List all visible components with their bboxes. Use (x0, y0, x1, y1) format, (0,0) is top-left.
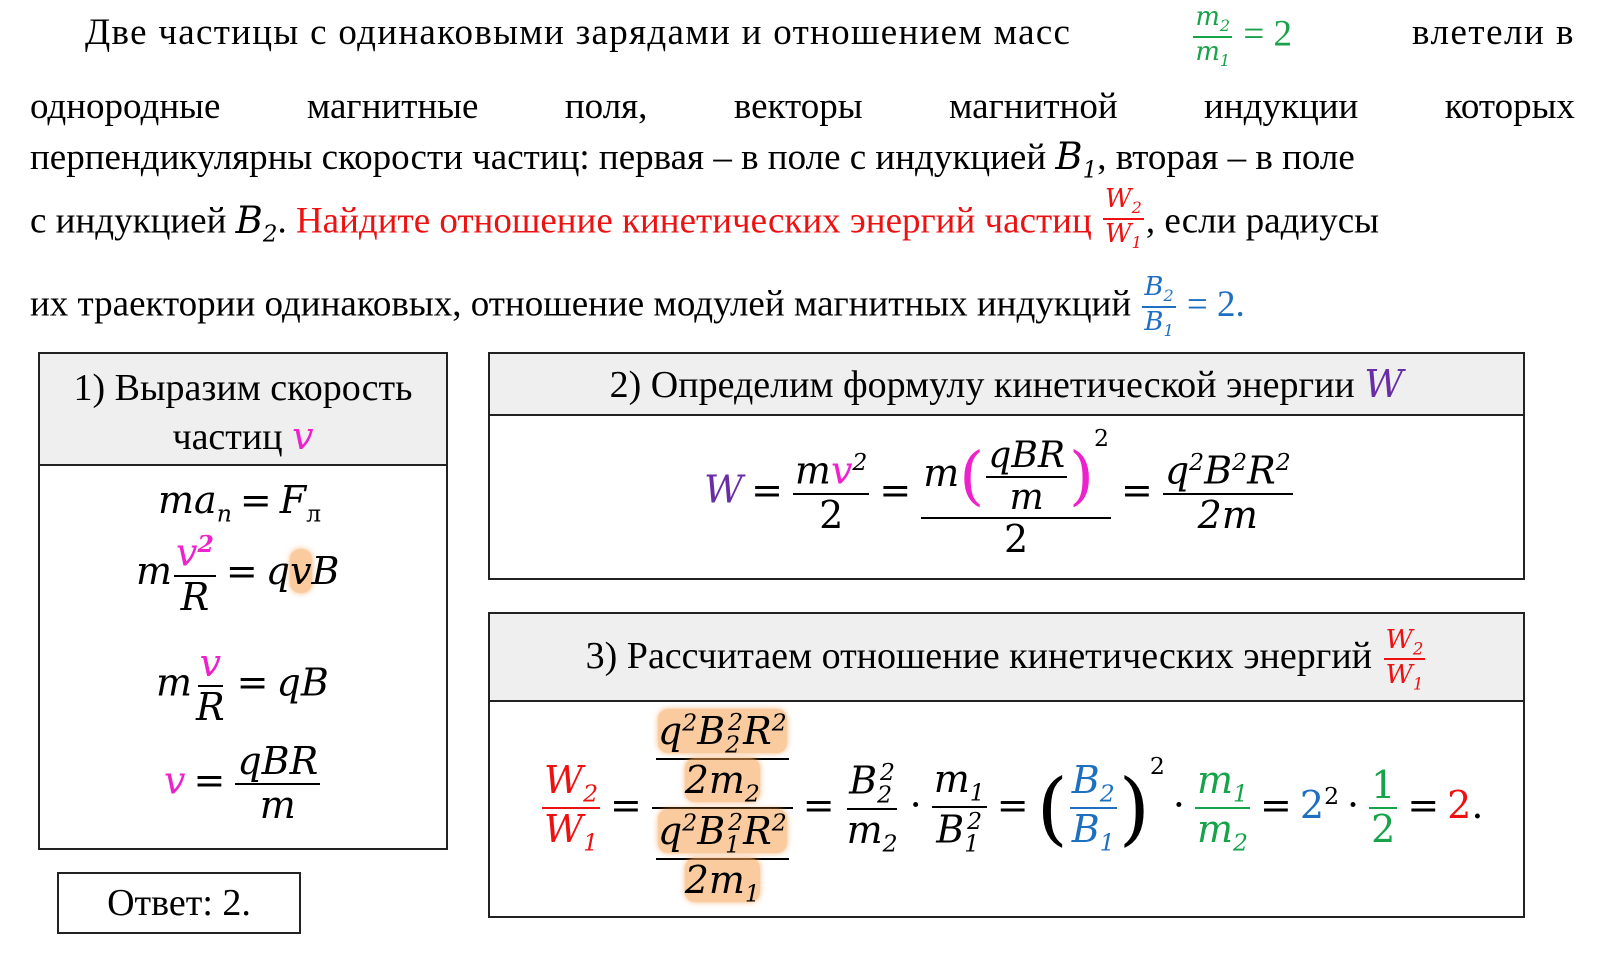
step1-eq3: m $\frac{v}{R}$ = qB (156, 641, 329, 729)
problem-line-5 (30, 274, 1245, 340)
step3-header (490, 614, 1523, 702)
step3-title: 3) Рассчитаем отношение кинетических энергий (585, 635, 1372, 677)
problem-line4-b: , если радиусы (1145, 200, 1379, 242)
step1-header (40, 354, 446, 466)
half-den: 2 (1371, 807, 1396, 852)
problem-line2-word: которых (1444, 86, 1575, 127)
step2-formula: W = $\frac{mv^2}{2}$ = m( $\frac{\text{qBR}}{m}$ )$^2$ 2 = $\frac{q^2B^2R^2}{2m}$ (704, 424, 1291, 562)
b2-symbol: $B_2$ (235, 198, 278, 247)
problem-line3-b: , вторая – в поле (1097, 137, 1355, 178)
step1-eq1: $ma_n = F_л$ (158, 478, 322, 528)
problem-line2-word: поля, (564, 86, 648, 127)
w-ratio-inline: $\frac{W_2}{W_1}$ (1105, 184, 1142, 253)
problem-question: Найдите отношение кинетических энергий частиц (295, 200, 1092, 242)
problem-line2-word: векторы (733, 86, 863, 127)
step1-title-a: 1) Выразим скорость (73, 367, 413, 409)
b-ratio-formula: $\frac{B_2}{B_1}$ = 2. (1144, 272, 1245, 341)
problem-line2-word: магнитные (306, 86, 479, 127)
problem-line1-end: влетели в (1412, 12, 1575, 53)
mass-ratio-formula: $\frac{m_2}{m_1}$ = 2 (1195, 2, 1292, 71)
problem-line2-word: магнитной (948, 86, 1118, 127)
step3-box (488, 612, 1525, 918)
result-value: 2 (1447, 782, 1472, 827)
problem-line-3 (30, 135, 1355, 184)
step1-box (38, 352, 448, 850)
problem-line2-word: однородные (30, 86, 221, 127)
problem-line1-text: Две частицы с одинаковыми зарядами и отношением масс (85, 12, 1072, 53)
problem-line-4: с индукцией $B_2$. Найдите отношение кинетических энергий частиц $\frac{W_2}{W_1}$ , если радиусы (30, 184, 1379, 253)
half-num: 1 (1371, 763, 1396, 808)
b1-symbol: $B_1$ (1055, 135, 1098, 184)
step1-eq2: m $\frac{v^2}{R}$ = qvB (136, 530, 340, 619)
b-ratio-value: 2 (1217, 283, 1236, 325)
mass-ratio-value: 2 (1273, 13, 1292, 55)
power-base: 2 (1299, 782, 1325, 827)
energy-symbol: W (1364, 362, 1404, 406)
lorentz-sub: л (306, 499, 322, 528)
lorentz-force-symbol: F (279, 478, 307, 522)
step1-eq4: v = $\frac{\text{qBR}}{m}$ (164, 739, 319, 827)
step2-title: 2) Определим формулу кинетической энергии (609, 364, 1355, 406)
step3-formula: $\frac{W_2}{W_1}$ = $\frac{\frac{q^2B_2^2R^2}{2m_2}}{\frac{q^2B_1^2R^2}{2m_1}}$ = $\frac{B_2^2}{m_2}$ · $\frac{m_1}{B_1^2}$ = ( $\frac{B_2}{B_1}$ )$^2$· $\frac{m_1}{m_2}$ = $2^2$ · $\frac{1}{2}$ = 2. (544, 708, 1484, 908)
problem-line-2 (30, 88, 1575, 125)
problem-line4-a: с индукцией (30, 200, 227, 242)
problem-line2-word: индукции (1204, 86, 1359, 127)
velocity-symbol: v (292, 414, 314, 458)
problem-line3-a: перпендикулярны скорости частиц: первая – в поле с индукцией (30, 137, 1047, 178)
w-ratio-header: $\frac{W_2}{W_1}$ (1385, 623, 1424, 694)
answer-box: Ответ: 2. (57, 872, 301, 934)
step2-header (490, 354, 1523, 416)
step2-box (488, 352, 1525, 580)
step1-title-b: частиц (172, 416, 283, 458)
problem-line5-a: их траектории одинаковых, отношение модулей магнитных индукций (30, 283, 1132, 325)
problem-line-1 (85, 2, 1575, 71)
